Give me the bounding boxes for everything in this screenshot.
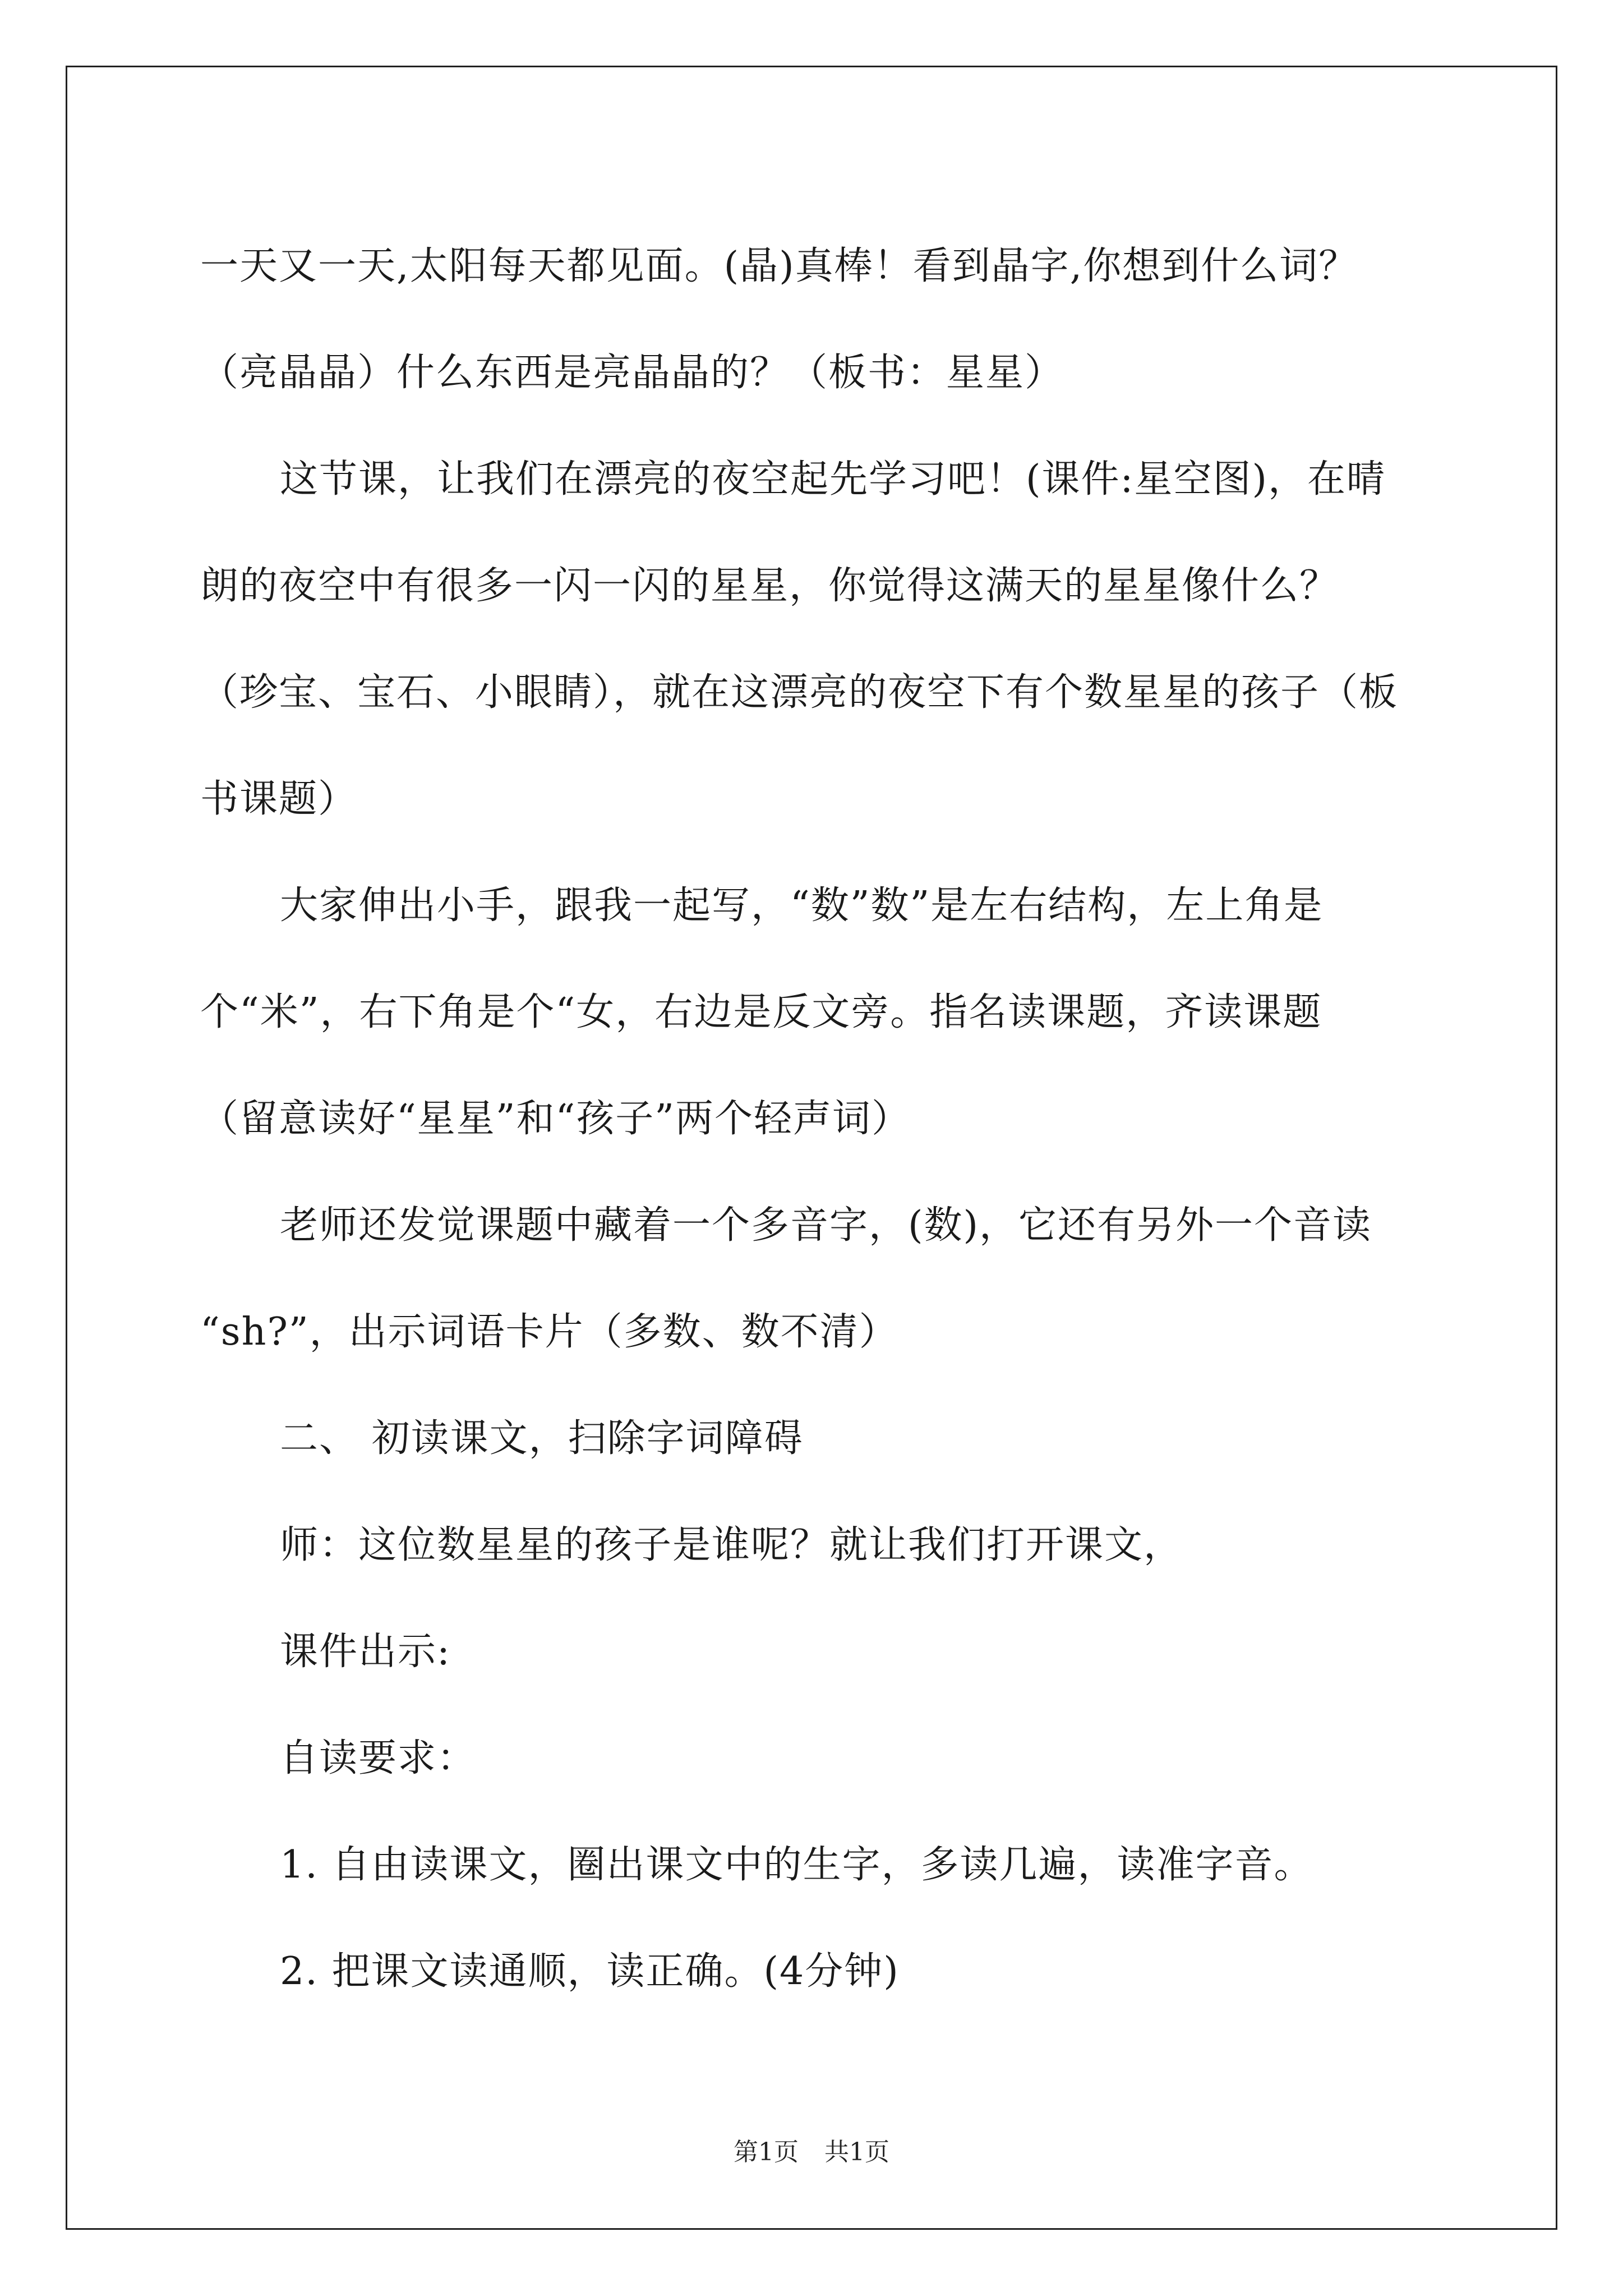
paragraph-start: 大家伸出小手，跟我一起写，“数”数”是左右结构，左上角是 — [280, 884, 1324, 928]
list-item: 1. 自由读课文，圈出课文中的生字，多读几遍，读准字音。 — [280, 1843, 1313, 1887]
text-line: （留意读好“星星”和“孩子”两个轻声词） — [200, 1097, 911, 1141]
document-body — [200, 213, 1428, 2025]
text-line: 个“米”，右下角是个“女，右边是反文旁。指名读课题，齐读课题 — [200, 990, 1322, 1034]
text-line: （珍宝、宝石、小眼睛），就在这漂亮的夜空下有个数星星的孩子（板 — [200, 670, 1399, 715]
list-item: 2. 把课文读通顺，读正确。(4分钟) — [280, 1949, 900, 1994]
page-number-total: 共1页 — [824, 2138, 889, 2166]
page-number-current: 第1页 — [734, 2138, 799, 2166]
text-line: 朗的夜空中有很多一闪一闪的星星，你觉得这满天的星星像什么？ — [200, 564, 1339, 608]
paragraph-start: 自读要求： — [280, 1736, 477, 1780]
paragraph-start: 老师还发觉课题中藏着一个多音字，(数)，它还有另外一个音读 — [280, 1203, 1372, 1248]
paragraph-start: 课件出示: — [280, 1630, 451, 1674]
paragraph-start: 这节课，让我们在漂亮的夜空起先学习吧！(课件:星空图)，在晴 — [280, 457, 1386, 501]
text-line: “sh?”，出示词语卡片（多数、数不清） — [200, 1310, 898, 1354]
page-footer — [0, 2132, 1623, 2168]
section-heading: 二、 初读课文，扫除字词障碍 — [280, 1416, 804, 1461]
text-line: （亮晶晶）什么东西是亮晶晶的？（板书：星星） — [200, 351, 1064, 395]
paragraph-start: 师：这位数星星的孩子是谁呢？就让我们打开课文， — [280, 1523, 1183, 1567]
text-line: 一天又一天,太阳每天都见面。(晶)真棒！看到晶字,你想到什么词？ — [200, 244, 1358, 288]
text-line: 书课题） — [200, 777, 358, 821]
